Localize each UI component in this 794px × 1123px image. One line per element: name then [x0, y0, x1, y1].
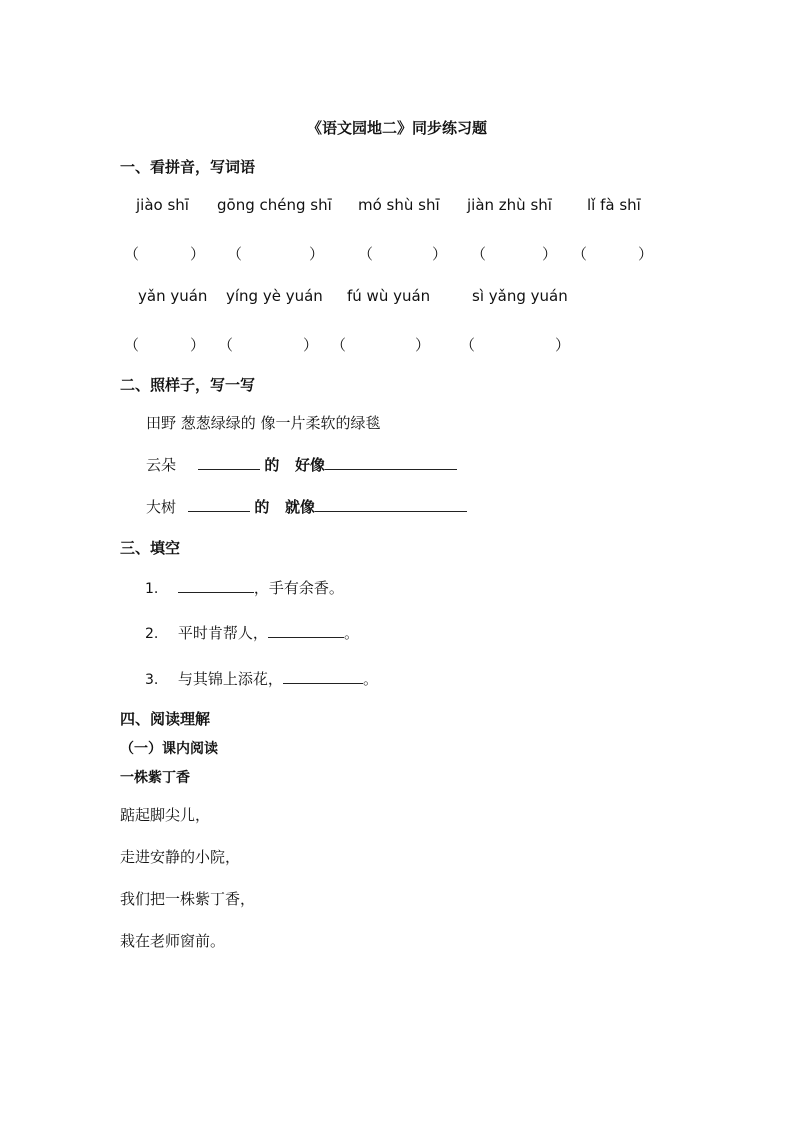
line1-de: 的	[264, 456, 280, 474]
example-sentence: 田野 葱葱绿绿的 像一片柔软的绿毯	[146, 414, 381, 432]
exercise-line-1	[146, 454, 457, 475]
answer-paren-open: （	[218, 336, 234, 354]
fill-item-1	[145, 577, 344, 598]
answer-paren-close: ）	[432, 245, 448, 263]
answer-paren-close: ）	[190, 245, 206, 263]
fill-blank[interactable]	[268, 623, 344, 638]
fill-blank[interactable]	[178, 578, 254, 593]
answer-paren-open: （	[331, 336, 347, 354]
answer-paren-close: ）	[309, 245, 325, 263]
answer-paren-open: （	[572, 245, 588, 263]
section2-heading: 二、照样子，写一写	[120, 376, 256, 394]
section4-subheading: （一）课内阅读	[120, 741, 218, 757]
answer-paren-open: （	[124, 245, 140, 263]
pinyin-item: jiàn zhù shī	[467, 196, 552, 214]
poem-line: 踮起脚尖儿，	[120, 806, 211, 824]
answer-paren-open: （	[460, 336, 476, 354]
item-number: 2.	[145, 626, 159, 642]
fill-blank[interactable]	[198, 455, 260, 470]
pinyin-item: gōng chéng shī	[217, 196, 332, 214]
exercise-line-2	[146, 496, 467, 517]
pinyin-item: fú wù yuán	[347, 287, 431, 305]
answer-paren-close: ）	[542, 245, 558, 263]
line1-subject: 云朵	[146, 456, 177, 474]
poem-line: 栽在老师窗前。	[120, 932, 226, 950]
section4-heading: 四、阅读理解	[120, 710, 211, 728]
item-text: ，手有余香。	[253, 579, 344, 597]
answer-paren-close: ）	[303, 336, 319, 354]
answer-paren-close: ）	[190, 336, 206, 354]
fill-blank[interactable]	[315, 497, 467, 512]
answer-paren-open: （	[124, 336, 140, 354]
fill-item-2	[145, 622, 359, 643]
fill-blank[interactable]	[188, 497, 250, 512]
answer-paren-close: ）	[638, 245, 654, 263]
line2-simile: 就像	[284, 498, 315, 516]
item-text-end: 。	[343, 624, 359, 642]
poem-line: 走进安静的小院，	[120, 848, 241, 866]
answer-paren-open: （	[358, 245, 374, 263]
fill-item-3	[145, 668, 378, 689]
answer-paren-open: （	[227, 245, 243, 263]
pinyin-item: jiào shī	[136, 196, 189, 214]
line1-simile: 好像	[294, 456, 325, 474]
fill-blank[interactable]	[325, 455, 457, 470]
answer-paren-open: （	[471, 245, 487, 263]
section3-heading: 三、填空	[120, 539, 181, 557]
pinyin-item: yíng yè yuán	[226, 287, 323, 305]
item-number: 3.	[145, 672, 159, 688]
item-text: 与其锦上添花，	[177, 670, 283, 688]
section1-heading: 一、看拼音，写词语	[120, 158, 256, 176]
pinyin-item: lǐ fà shī	[587, 196, 641, 214]
poem-line: 我们把一株紫丁香，	[120, 890, 256, 908]
item-text-end: 。	[362, 670, 378, 688]
line2-de: 的	[254, 498, 270, 516]
fill-blank[interactable]	[283, 669, 363, 684]
document-title: 《语文园地二》同步练习题	[306, 119, 487, 137]
pinyin-item: yǎn yuán	[138, 287, 208, 305]
item-text: 平时肯帮人，	[177, 624, 268, 642]
item-number: 1.	[145, 581, 159, 597]
pinyin-item: sì yǎng yuán	[472, 287, 568, 305]
pinyin-item: mó shù shī	[358, 196, 440, 214]
poem-title: 一株紫丁香	[120, 770, 190, 786]
answer-paren-close: ）	[555, 336, 571, 354]
answer-paren-close: ）	[415, 336, 431, 354]
line2-subject: 大树	[146, 498, 177, 516]
